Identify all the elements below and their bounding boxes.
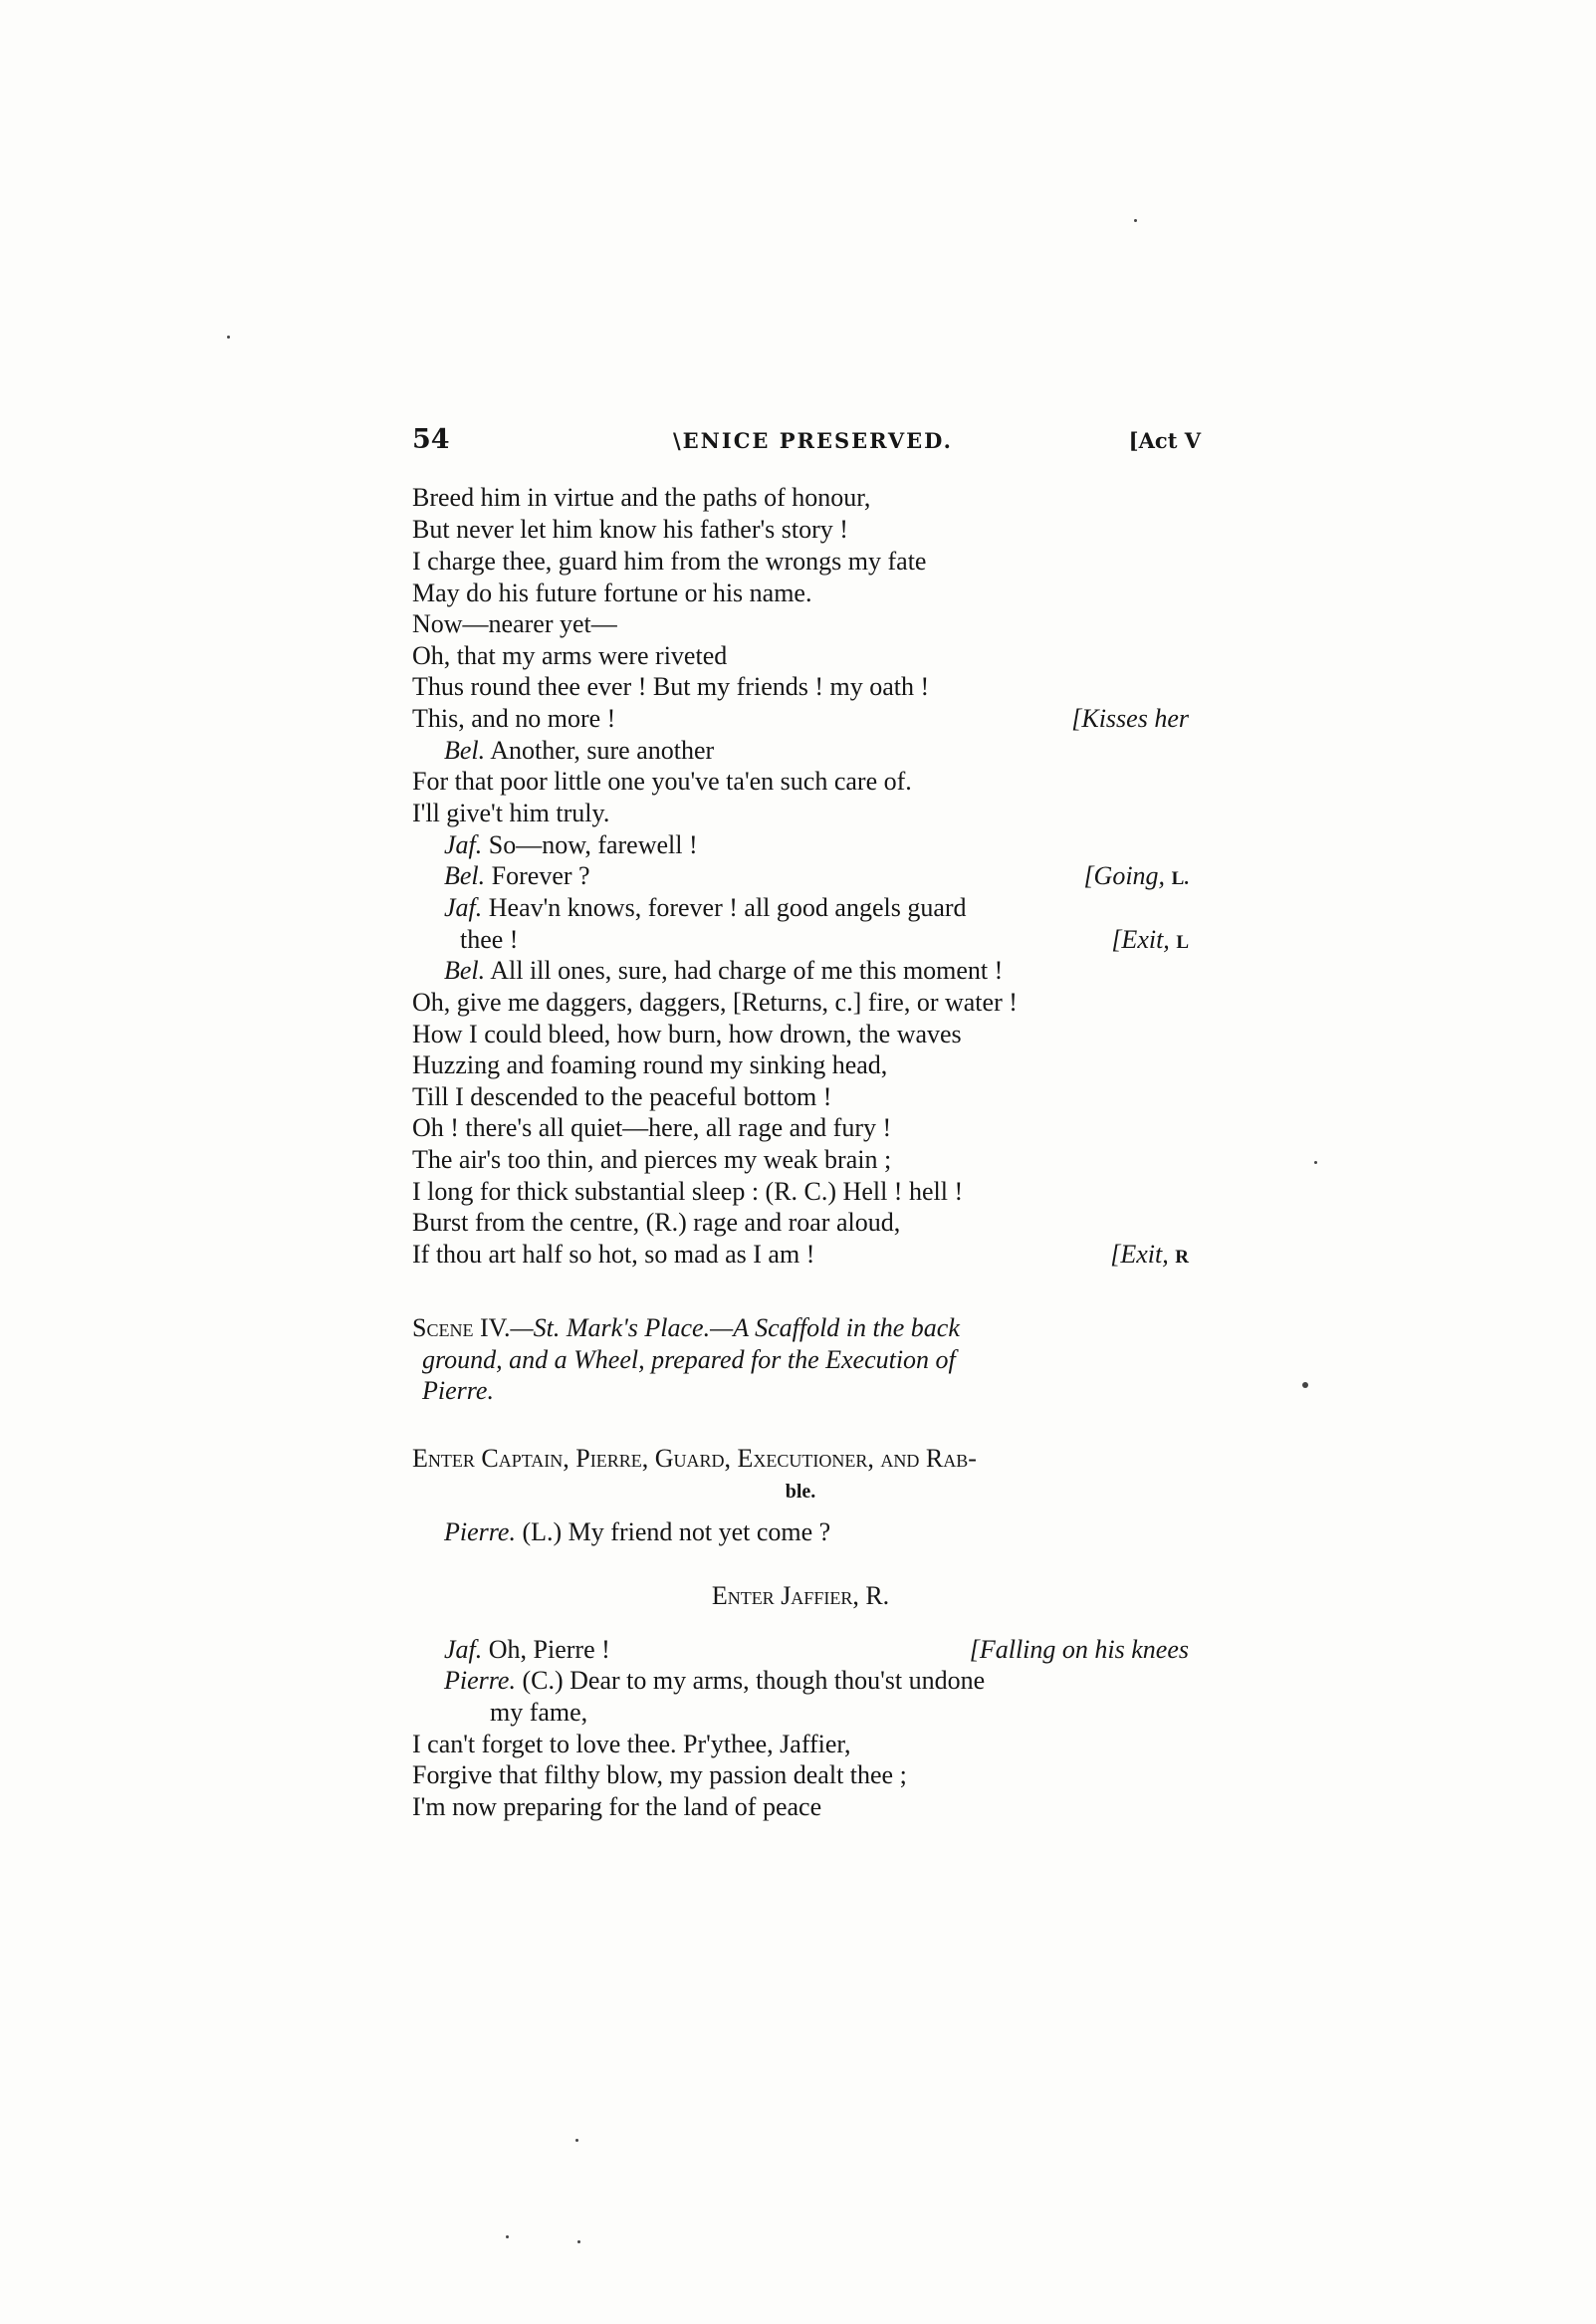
entrance-direction: Enter Jaffier, R.: [711, 1581, 890, 1610]
verse-line: Burst from the centre, (R.) rage and roar aloud,: [412, 1208, 901, 1237]
verse-line: How I could bleed, how burn, how drown, the waves: [412, 1020, 962, 1048]
stage-direction: [Going, L.: [1083, 861, 1189, 890]
speaker: Bel.: [444, 736, 486, 765]
stage-direction: [Kisses her: [1071, 704, 1189, 733]
verse-line: If thou art half so hot, so mad as I am ! [Exit, R: [412, 1239, 1189, 1271]
verse-line: Thus round thee ever ! But my friends ! my oath !: [412, 672, 930, 701]
running-title: \ENICE PRESERVED.: [673, 428, 953, 453]
verse-line: I'm now preparing for the land of peace: [412, 1792, 822, 1821]
speaker: Bel.: [444, 956, 486, 985]
scan-speck: [575, 2139, 578, 2142]
verse-line: May do his future fortune or his name.: [412, 579, 812, 607]
speaker: Jaf.: [444, 1635, 483, 1664]
speaker: Bel.: [444, 861, 486, 890]
verse-line: Forgive that filthy blow, my passion dealt thee ;: [412, 1760, 907, 1789]
verse-line: I charge thee, guard him from the wrongs my fate: [412, 547, 927, 576]
scan-speck: [1302, 1382, 1308, 1388]
scan-speck: [227, 336, 230, 339]
scene-heading: ground, and a Wheel, prepared for the Execution of: [422, 1345, 956, 1374]
speaker: Jaf.: [444, 893, 483, 922]
entrance-direction: Enter Captain, Pierre, Guard, Executioner, and Rab-: [412, 1444, 977, 1473]
page-number: 54: [412, 424, 450, 455]
stage-direction: [Exit, L: [1111, 925, 1189, 954]
speech-line: Jaf. Heav'n knows, forever ! all good angels guard: [444, 893, 967, 922]
scan-speck: [577, 2240, 580, 2243]
scan-speck: [1134, 219, 1137, 222]
speaker: Pierre.: [444, 1666, 516, 1695]
verse-line: Till I descended to the peaceful bottom !: [412, 1082, 832, 1111]
verse-line: But never let him know his father's story !: [412, 515, 848, 544]
scene-heading: Scene IV.—St. Mark's Place.—A Scaffold in the back: [412, 1313, 960, 1342]
speech-line: Pierre. (L.) My friend not yet come ?: [444, 1517, 831, 1546]
verse-line: Breed him in virtue and the paths of honour,: [412, 483, 871, 512]
scan-speck: [506, 2235, 509, 2238]
speech-line: Jaf. Oh, Pierre ! [Falling on his knees: [444, 1635, 1189, 1664]
stage-direction: [Exit, R: [1110, 1240, 1189, 1269]
verse-line: Huzzing and foaming round my sinking head,: [412, 1050, 888, 1079]
speech-line: Pierre. (C.) Dear to my arms, though thou'st undone: [444, 1666, 986, 1695]
verse-line: Now—nearer yet—: [412, 609, 617, 638]
verse-line: I'll give't him truly.: [412, 799, 610, 827]
verse-line: my fame,: [490, 1698, 588, 1727]
stage-direction: [Falling on his knees: [969, 1635, 1189, 1664]
speech-line: Bel. All ill ones, sure, had charge of me this moment !: [444, 956, 1004, 985]
running-header: [412, 424, 1201, 464]
entrance-direction: ble.: [785, 1481, 816, 1503]
speaker: Jaf.: [444, 830, 483, 859]
verse-line: The air's too thin, and pierces my weak brain ;: [412, 1145, 892, 1174]
speech-line: Bel. Forever ? [Going, L.: [444, 860, 1189, 892]
scan-speck: [1314, 1161, 1317, 1164]
verse-line: This, and no more ! [Kisses her: [412, 704, 1189, 733]
verse-line: I can't forget to love thee. Pr'ythee, Jaffier,: [412, 1730, 851, 1758]
verse-line: Oh, that my arms were riveted: [412, 641, 728, 670]
verse-line: I long for thick substantial sleep : (R. C.) Hell ! hell !: [412, 1177, 964, 1206]
scene-heading: Pierre.: [422, 1376, 494, 1405]
act-label: [Act V: [1128, 428, 1201, 453]
speech-line: Bel. Another, sure another: [444, 736, 715, 765]
verse-line: Oh ! there's all quiet—here, all rage and fury !: [412, 1113, 892, 1142]
speech-line: Jaf. So—now, farewell !: [444, 830, 698, 859]
speaker: Pierre.: [444, 1517, 516, 1546]
verse-line: Oh, give me daggers, daggers, [Returns, c.] fire, or water !: [412, 988, 1018, 1017]
verse-line: thee ! [Exit, L: [460, 924, 1189, 956]
verse-line: For that poor little one you've ta'en such care of.: [412, 767, 912, 796]
